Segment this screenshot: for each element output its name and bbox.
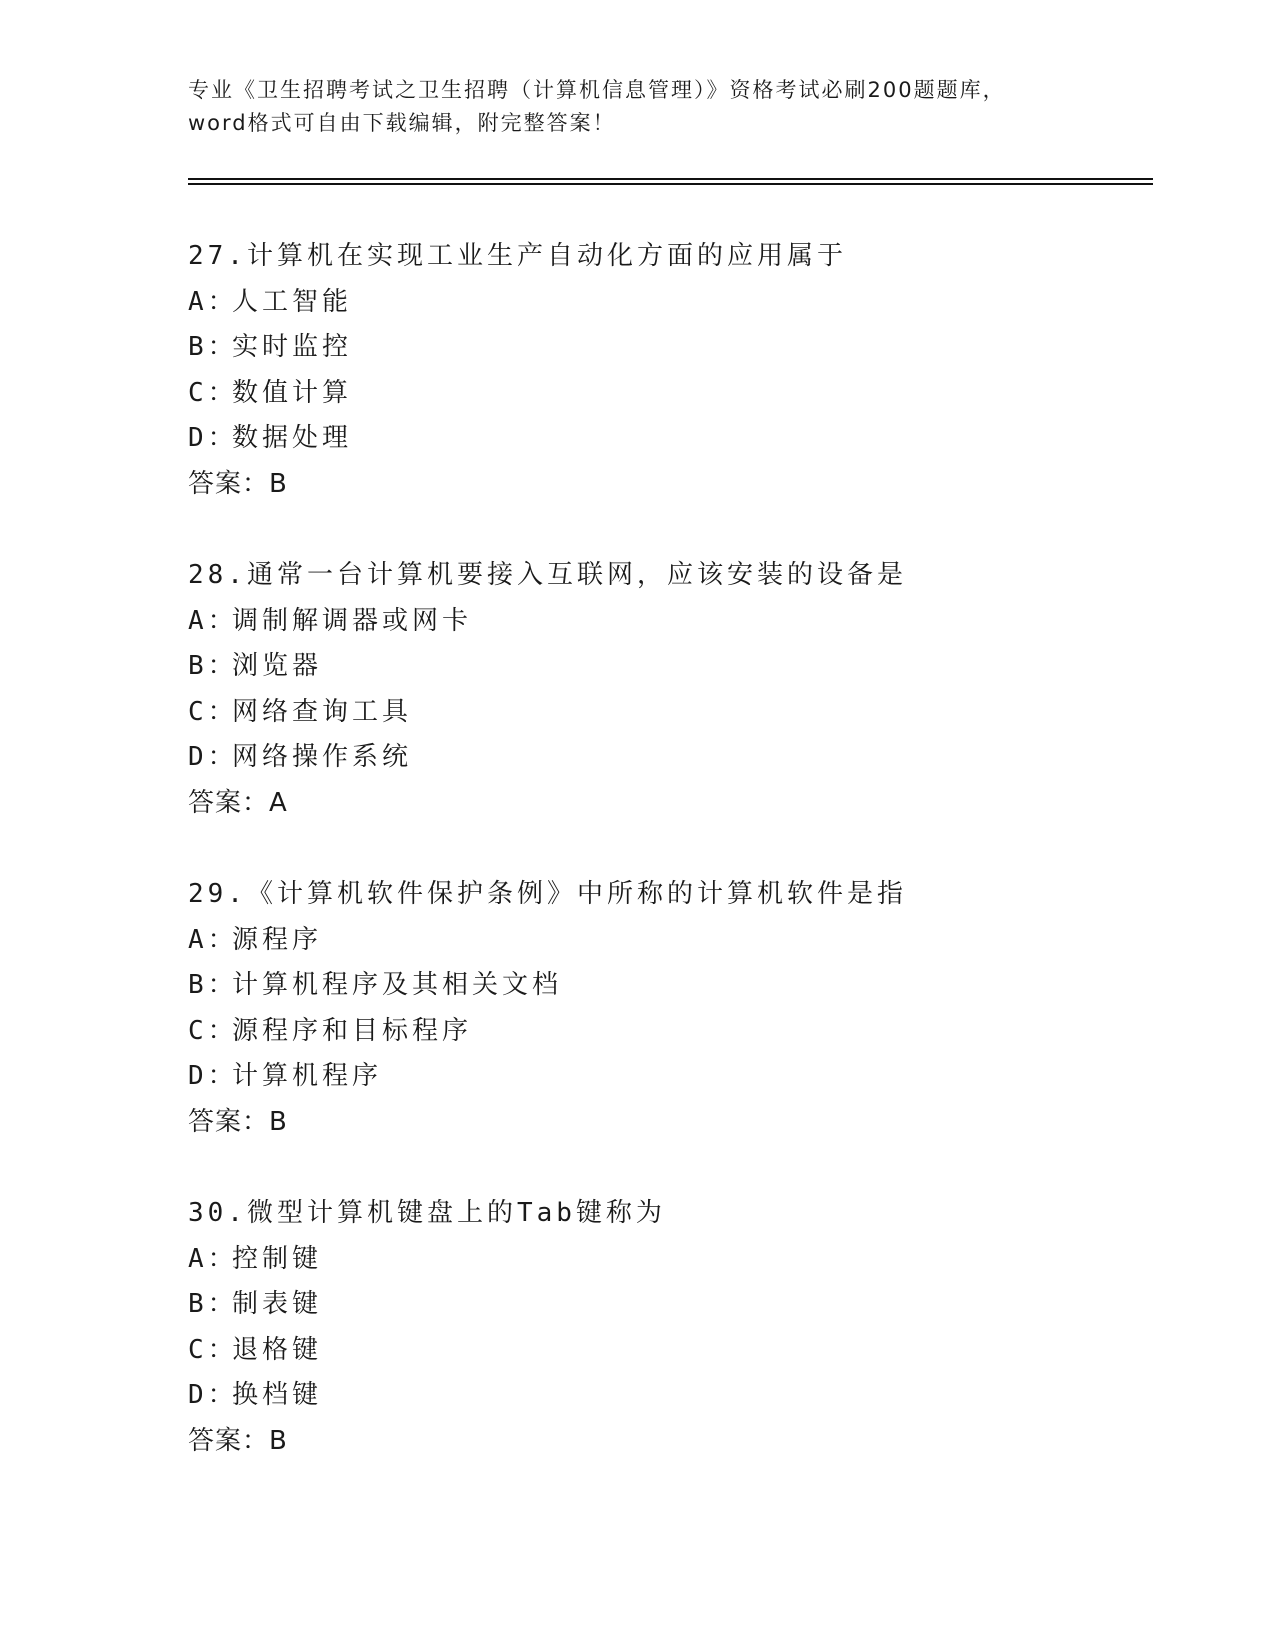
option-letter: A：	[188, 605, 238, 636]
option-letter: D：	[188, 1061, 238, 1092]
document-header	[188, 74, 1088, 140]
option-text: 控制键	[232, 1243, 323, 1274]
option-d	[188, 1054, 1148, 1100]
option-letter: A：	[188, 1243, 238, 1274]
question-block	[188, 553, 1148, 827]
option-text: 计算机程序及其相关文档	[232, 970, 563, 1001]
answer-line: 答案：B	[188, 468, 288, 499]
option-text: 制表键	[232, 1289, 323, 1320]
option-text: 退格键	[232, 1334, 323, 1365]
header-line-2: word格式可自由下载编辑，附完整答案！	[188, 111, 616, 135]
option-d	[188, 735, 1148, 781]
option-c	[188, 1009, 1148, 1055]
option-text: 网络操作系统	[232, 742, 413, 773]
option-letter: A：	[188, 924, 238, 955]
header-line-1: 专业《卫生招聘考试之卫生招聘（计算机信息管理）》资格考试必刷200题题库，	[188, 78, 1006, 102]
option-letter: C：	[188, 696, 238, 727]
option-a	[188, 1237, 1148, 1283]
option-a	[188, 918, 1148, 964]
option-letter: B：	[188, 651, 238, 682]
option-letter: C：	[188, 1015, 238, 1046]
option-text: 网络查询工具	[232, 696, 413, 727]
question-stem: 29.《计算机软件保护条例》中所称的计算机软件是指	[188, 879, 907, 909]
option-c	[188, 371, 1148, 417]
option-letter: B：	[188, 1289, 238, 1320]
option-c	[188, 690, 1148, 736]
question-stem: 30.微型计算机键盘上的Tab键称为	[188, 1198, 666, 1228]
question-stem: 28.通常一台计算机要接入互联网，应该安装的设备是	[188, 560, 907, 590]
question-block	[188, 234, 1148, 508]
option-letter: B：	[188, 332, 238, 363]
answer-line: 答案：A	[188, 787, 288, 818]
answer-line: 答案：B	[188, 1106, 288, 1137]
option-letter: D：	[188, 423, 238, 454]
option-text: 浏览器	[232, 651, 323, 682]
option-a	[188, 280, 1148, 326]
option-letter: D：	[188, 742, 238, 773]
option-text: 计算机程序	[232, 1061, 383, 1092]
question-stem: 27.计算机在实现工业生产自动化方面的应用属于	[188, 241, 847, 271]
option-a	[188, 599, 1148, 645]
option-b	[188, 963, 1148, 1009]
option-b	[188, 1282, 1148, 1328]
option-b	[188, 325, 1148, 371]
question-block	[188, 1191, 1148, 1465]
option-text: 源程序	[232, 924, 323, 955]
option-text: 调制解调器或网卡	[232, 605, 473, 636]
option-letter: B：	[188, 970, 238, 1001]
option-text: 数据处理	[232, 423, 353, 454]
option-letter: C：	[188, 377, 238, 408]
option-d	[188, 416, 1148, 462]
option-c	[188, 1328, 1148, 1374]
option-text: 换档键	[232, 1380, 323, 1411]
header-divider-top	[188, 178, 1153, 180]
question-block	[188, 872, 1148, 1146]
option-letter: D：	[188, 1380, 238, 1411]
option-letter: A：	[188, 286, 238, 317]
header-divider-bottom	[188, 183, 1153, 185]
option-letter: C：	[188, 1334, 238, 1365]
option-text: 数值计算	[232, 377, 353, 408]
answer-line: 答案：B	[188, 1425, 288, 1456]
option-text: 人工智能	[232, 286, 353, 317]
option-b	[188, 644, 1148, 690]
option-d	[188, 1373, 1148, 1419]
option-text: 源程序和目标程序	[232, 1015, 473, 1046]
option-text: 实时监控	[232, 332, 353, 363]
